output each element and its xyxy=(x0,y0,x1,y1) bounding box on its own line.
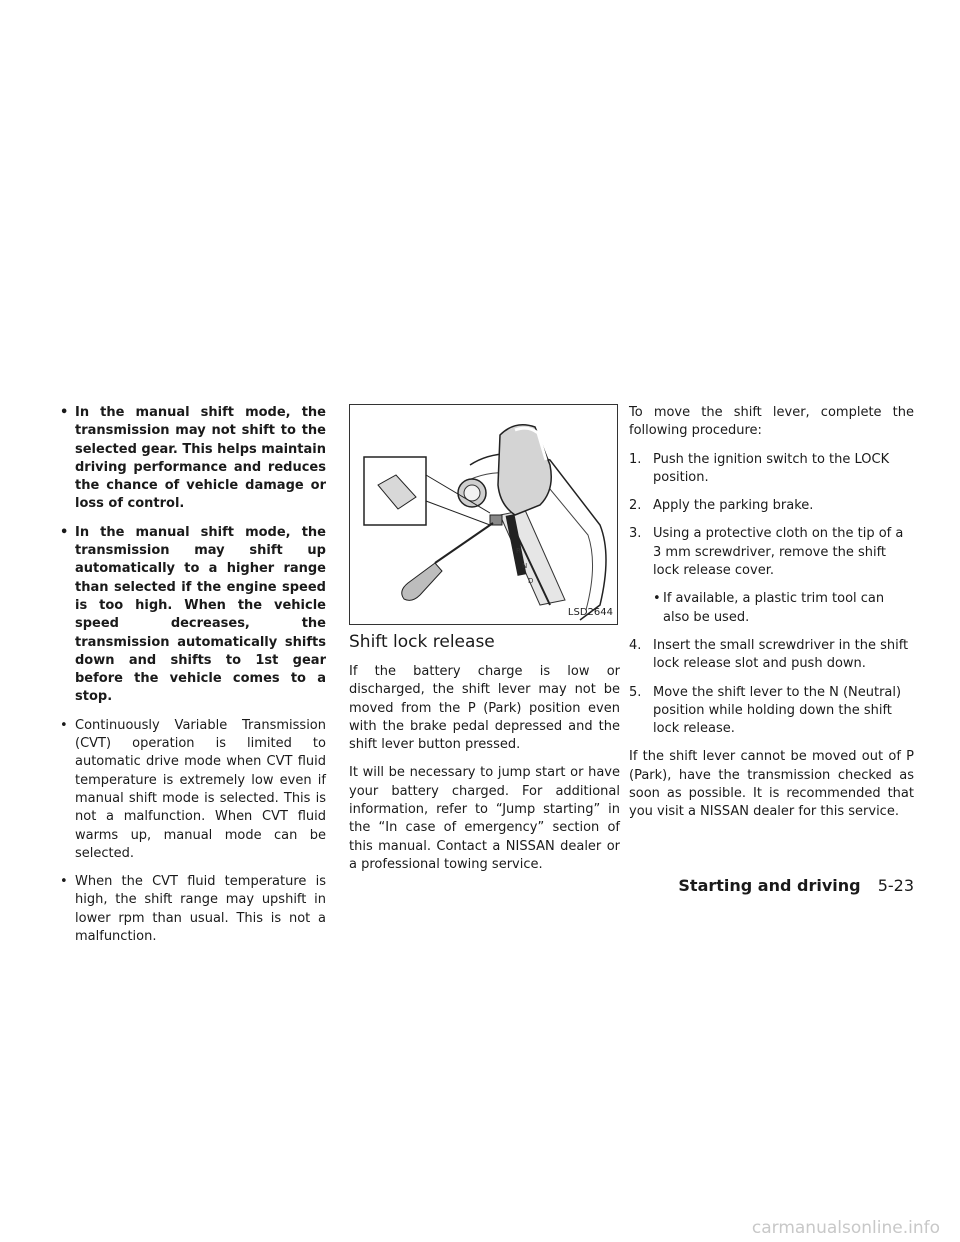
paragraph: If the battery charge is low or discharged, the shift lever may not be moved from the P (Park) position even with the brake pedal depressed and the shift lever button pressed. xyxy=(349,664,620,753)
section-title: Starting and driving xyxy=(678,876,861,895)
step-text: Apply the parking brake. xyxy=(653,498,814,514)
step-text: Insert the small screwdriver in the shift lock release slot and push down. xyxy=(653,637,909,672)
page-number: 5-23 xyxy=(877,876,914,895)
page-footer xyxy=(678,876,914,895)
column-left xyxy=(60,404,326,956)
procedure-step: 1. Push the ignition switch to the LOCK position. xyxy=(629,451,890,485)
sub-bullet: • If available, a plastic trim tool can also be used. xyxy=(653,591,885,625)
procedure-step: 5. Move the shift lever to the N (Neutral) position while holding down the shift lock release. xyxy=(629,684,902,737)
bullet-item: • In the manual shift mode, the transmission may shift up automatically to a higher range than selected if the engine speed is too high. When the vehicle speed decreases, the transmission automatically shifts down and shifts to 1st gear before the vehicle comes to a stop. xyxy=(60,524,326,705)
figure-code: LSD2644 xyxy=(567,606,613,618)
shift-lock-illustration xyxy=(349,404,618,625)
bullet-item: • Continuously Variable Transmission (CVT) operation is limited to automatic drive mode when CVT fluid temperature is extremely low even if manual shift mode is selected. This is not a malfunction. When CVT fluid warms up, manual mode can be selected. xyxy=(60,717,326,861)
procedure-step: 3. Using a protective cloth on the tip of a 3 mm screwdriver, remove the shift lock release cover. xyxy=(629,526,904,579)
bullet-text: When the CVT fluid temperature is high, the shift range may upshift in lower rpm than usual. This is not a malfunction. xyxy=(75,874,326,945)
svg-text:D: D xyxy=(528,577,534,585)
bullet-text: Continuously Variable Transmission (CVT) operation is limited to automatic drive mode when CVT fluid temperature is extremely low even if manual shift mode is selected. This is not a malfunction. When CVT fluid warms up, manual mode can be selected. xyxy=(75,717,326,861)
procedure-step: 4. Insert the small screwdriver in the shift lock release slot and push down. xyxy=(629,637,909,672)
bullet-text: In the manual shift mode, the transmission may not shift to the selected gear. This helps maintain driving performance and reduces the chance of vehicle damage or loss of control. xyxy=(75,405,326,512)
section-heading: Shift lock release xyxy=(349,632,495,652)
paragraph: It will be necessary to jump start or have your battery charged. For additional information, refer to “Jump starting” in the “In case of emergency” section of this manual. Contact a NISSAN dealer or a professional towing service. xyxy=(349,765,620,872)
svg-text:N: N xyxy=(522,562,528,570)
procedure-step: 2. Apply the parking brake. xyxy=(629,498,814,514)
bullet-item: • In the manual shift mode, the transmission may not shift to the selected gear. This helps maintain driving performance and reduces the chance of vehicle damage or loss of control. xyxy=(60,405,326,512)
sub-bullet-text: If available, a plastic trim tool can also be used. xyxy=(663,591,885,625)
bullet-text: In the manual shift mode, the transmission may shift up automatically to a higher range than selected if the engine speed is too high. When the vehicle speed decreases, the transmission automatically shifts down and shifts to 1st gear before the vehicle comes to a stop. xyxy=(75,524,326,705)
shift-lever-drawing xyxy=(350,405,618,625)
step-text: Push the ignition switch to the LOCK position. xyxy=(653,451,890,485)
bullet-item: • When the CVT fluid temperature is high, the shift range may upshift in lower rpm than usual. This is not a malfunction. xyxy=(60,874,326,945)
closing-paragraph: If the shift lever cannot be moved out of P (Park), have the transmission checked as soon as possible. It is recommended that you visit a NISSAN dealer for this service. xyxy=(629,749,914,820)
column-right xyxy=(629,404,914,832)
column-middle xyxy=(349,404,620,884)
step-text: Using a protective cloth on the tip of a 3 mm screwdriver, remove the shift lock release cover. xyxy=(653,526,904,579)
svg-text:R: R xyxy=(516,547,521,555)
procedure-intro: To move the shift lever, complete the following procedure: xyxy=(629,405,914,439)
watermark: carmanualsonline.info xyxy=(751,1218,940,1238)
step-text: Move the shift lever to the N (Neutral) position while holding down the shift lock release. xyxy=(653,684,902,737)
